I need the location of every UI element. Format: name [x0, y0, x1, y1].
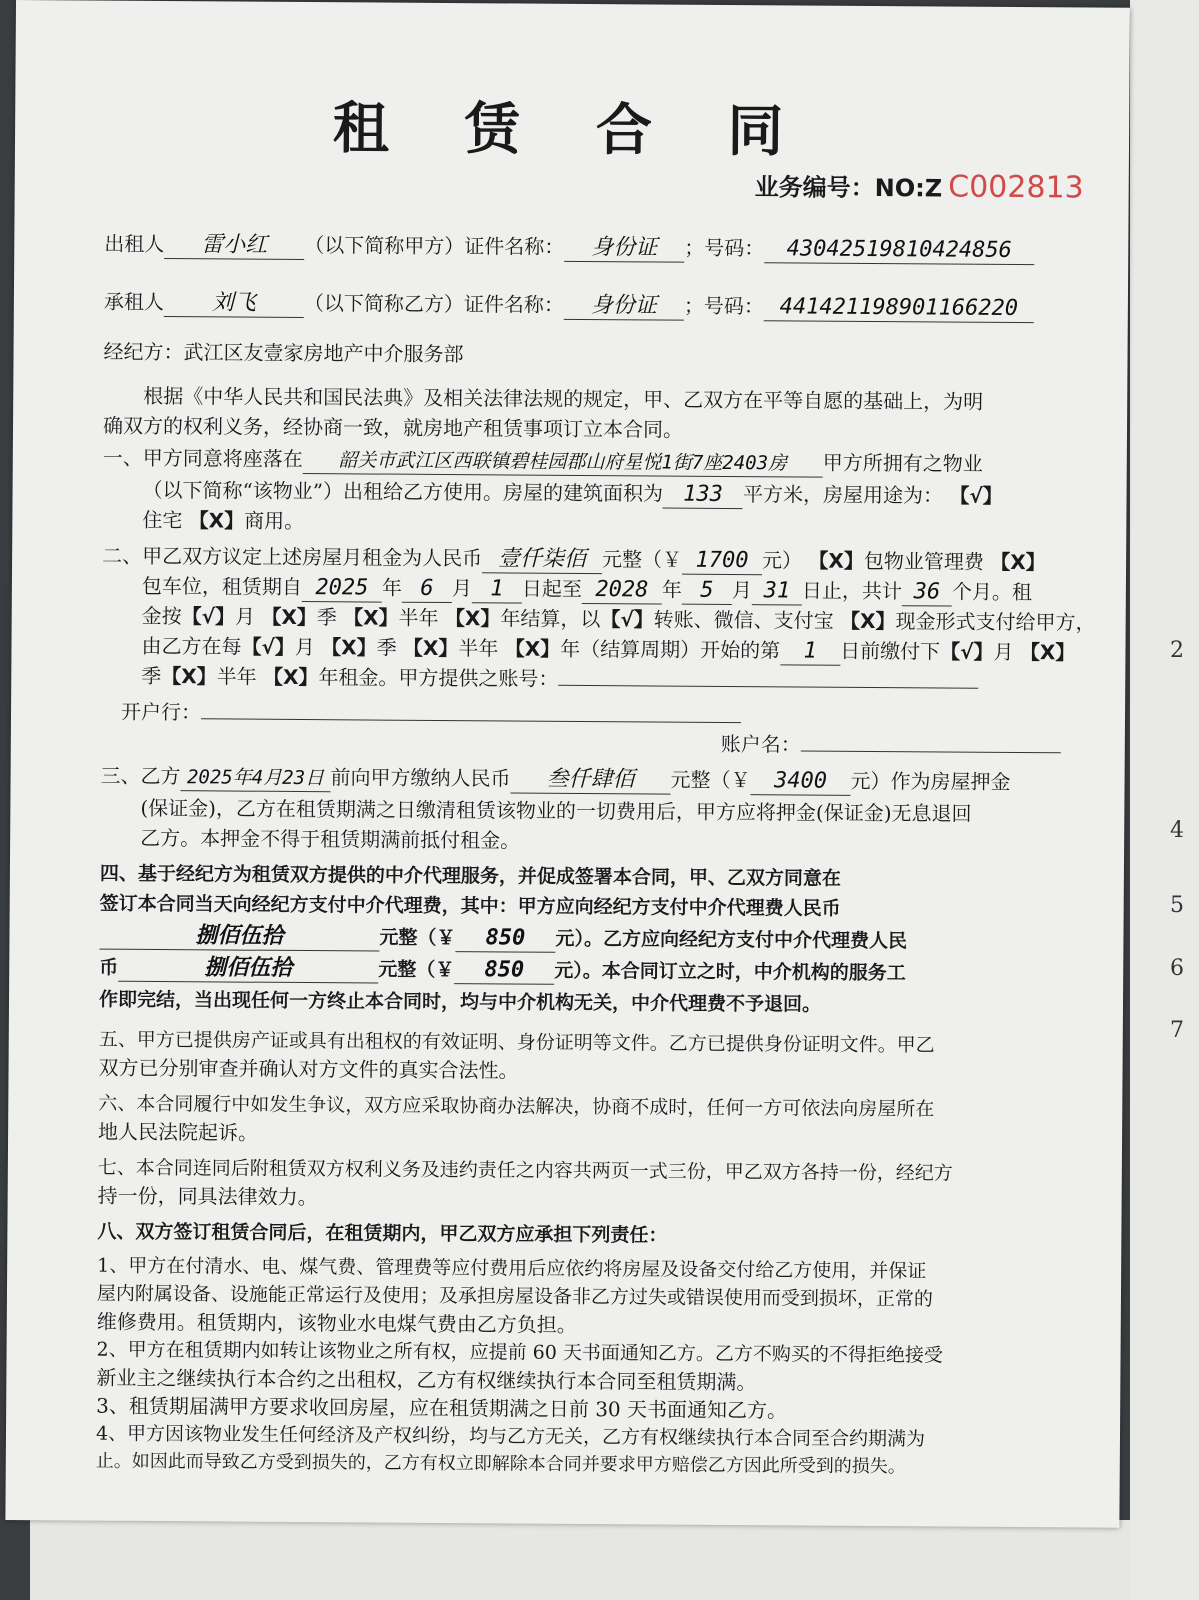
background-surface-right — [1130, 0, 1199, 1600]
clause-2-text: 包车位，租赁期自 — [141, 573, 302, 600]
clause-2-line: 由乙方在每【√】月 【X】季 【X】半年 【X】年（结算周期）开始的第 1 日前缴付下【√】月 【X】 — [141, 633, 1076, 665]
checkbox-cycle-half[interactable]: 【X】 — [402, 635, 459, 661]
checkbox-cycle-month[interactable]: 【√】 — [241, 634, 295, 659]
lessor-suffix: （以下简称甲方）证件名称： — [304, 233, 565, 259]
edge-glyph: 2 — [1170, 638, 1184, 663]
clause-4-text: ）。乙方应向经纪方支付中介代理费人民 — [574, 927, 908, 953]
deposit-amount: 3400 — [750, 768, 850, 796]
lessee-name: 刘飞 — [164, 290, 304, 318]
responsibility-line: 屋内附属设备、设施能正常运行及使用；及承担房屋设备非乙方过失或错误使用而受到损坏，正常的 — [96, 1282, 934, 1311]
account-label: 甲方提供之账号： — [398, 665, 559, 691]
deposit-words: 叁仟肆佰 — [510, 766, 670, 794]
lessor-id-label: ；号码： — [684, 235, 765, 261]
clause-2-line: 季【X】半年 【X】年租金。甲方提供之账号： — [101, 661, 1131, 698]
clause-3-line: (保证金)，乙方在租赁期满之日缴清租赁该物业的一切费用后，甲方应将押金(保证金)无息退回 — [140, 795, 972, 826]
lessee-id-label: ；号码： — [683, 293, 764, 319]
edge-glyph: 4 — [1170, 818, 1184, 843]
lessee-id-type: 身份证 — [564, 293, 684, 321]
start-year: 2025 — [302, 575, 382, 603]
responsibility-line: 2、甲方在租赁期内如转让该物业之所有权，应提前 60 天书面通知乙方。乙方不购买的不得拒绝接受 — [96, 1338, 943, 1367]
responsibility-line: 止。如因此而导致乙方受到损失的，乙方有权立即解除本合同并要求甲方赔偿乙方因此所受到的损失。 — [95, 1450, 906, 1478]
commercial-label: 商用。 — [244, 508, 305, 534]
lessor-label: 出租人 — [104, 231, 165, 257]
preamble-line: 确双方的权利义务，经协商一致，就房地产租赁事项订立本合同。 — [102, 413, 684, 442]
clause-4-text: ）。本合同订立之时，中介机构的服务工 — [573, 959, 906, 985]
lessee-label: 承租人 — [103, 289, 164, 315]
clause-3-text: 元）作为房屋押金 — [850, 768, 1011, 794]
checkbox-half-year[interactable]: 【X】 — [343, 605, 399, 630]
background-next-page — [30, 1520, 1130, 1600]
checkbox-commercial[interactable]: 【X】 — [188, 508, 245, 533]
account-name-field — [801, 750, 1061, 753]
lessor-id-no: 43042519810424856 — [764, 236, 1034, 265]
clause-2-text: 季 — [141, 663, 162, 689]
checkbox-transfer[interactable]: 【√】 — [600, 607, 654, 632]
lessee-suffix: （以下简称乙方）证件名称： — [303, 291, 564, 317]
property-address: 韶关市武江区西联镇碧桂园郡山府星悦1街7座2403房 — [303, 447, 823, 478]
clause-5-line: 五、甲方已提供房产证或具有出租权的有效证明、身份证明等文件。乙方已提供身份证明文件。甲乙 — [98, 1028, 935, 1057]
clause-3-line: 乙方。本押金不得于租赁期满前抵付租金。 — [140, 825, 521, 853]
clause-1-text: 甲方所拥有之物业 — [822, 450, 983, 476]
lessee-fee-amount: 850 — [454, 957, 554, 985]
responsibility-line: 1、甲方在付清水、电、煤气费、管理费等应付费用后应依约将房屋及设备交付给乙方使用，并保证 — [97, 1254, 927, 1283]
lessor-fee-words: 捌佰伍拾 — [99, 923, 379, 952]
checkbox-cash[interactable]: 【X】 — [839, 608, 896, 634]
rent-amount: 1700 — [682, 548, 762, 576]
account-field — [558, 685, 978, 689]
first-payment-day: 1 — [780, 638, 840, 665]
checkbox-quarterly[interactable]: 【X】 — [261, 604, 317, 630]
clause-2-line: 包车位，租赁期自 2025 年 6 月 1 日起至 2028 年 5 月 31 日止，共计 36 个月。租 — [102, 571, 1132, 608]
checkbox-cycle-year[interactable]: 【X】 — [504, 636, 561, 661]
clause-2-line: 金按【√】月 【X】季 【X】半年 【X】年结算，以【√】转账、微信、支付宝 【X】现金形式支付给甲方， — [141, 603, 1096, 635]
contract-page — [5, 0, 1130, 1528]
checkbox-next-month[interactable]: 【√】 — [940, 639, 994, 664]
checkbox-next-quarter[interactable]: 【X】 — [1019, 640, 1076, 665]
clause-2-text: 元） — [762, 548, 803, 573]
deposit-date: 2025年4月23日 — [180, 764, 330, 792]
responsibility-line: 4、甲方因该物业发生任何经济及产权纠纷，均与乙方无关，乙方有权继续执行本合同至合约期满为 — [95, 1422, 926, 1451]
checkbox-residential[interactable]: 【√】 — [949, 483, 1003, 508]
clause-1-text: 一、甲方同意将座落在 — [102, 445, 303, 472]
clause-4-line: 四、基于经纪方为租赁双方提供的中介代理服务，并促成签署本合同，甲、乙双方同意在 — [99, 862, 841, 890]
clause-6-line: 六、本合同履行中如发生争议，双方应采取协商办法解决，协商不成时，任何一方可依法向房屋所在 — [98, 1092, 935, 1121]
floor-area: 133 — [663, 482, 743, 510]
residential-label: 住宅 — [142, 507, 183, 533]
clause-7-line: 持一份，同具法律效力。 — [97, 1183, 318, 1210]
clause-4-line: 签订本合同当天向经纪方支付中介代理费，其中：甲方应向经纪方支付中介代理费人民币 — [99, 892, 841, 920]
lessee-line — [104, 287, 1094, 324]
checkbox-cycle-quarter[interactable]: 【X】 — [321, 635, 377, 660]
clause-2-text: 元整（￥ — [602, 547, 683, 572]
edge-glyph: 6 — [1170, 956, 1184, 981]
lease-months: 36 — [902, 579, 952, 606]
clause-3-line — [100, 761, 1090, 798]
page-title: 租 赁 合 同 — [332, 96, 812, 165]
clause-8-heading: 八、双方签订租赁合同后，在租赁期内，甲乙双方应承担下列责任： — [97, 1220, 668, 1247]
lessee-fee-words: 捌佰伍拾 — [118, 955, 378, 984]
edge-glyph: 5 — [1170, 893, 1184, 918]
doc-no-label: 业务编号：NO:Z — [754, 173, 943, 203]
responsibility-line: 维修费用。租赁期内，该物业水电煤气费由乙方负担。 — [96, 1309, 577, 1337]
checkbox-next-half[interactable]: 【X】 — [161, 664, 217, 689]
clause-1-line — [103, 443, 1093, 480]
rent-words: 壹仟柒佰 — [482, 546, 602, 574]
responsibility-line: 新业主之继续执行本合约之出租权，乙方有权继续执行本合同至租赁期满。 — [96, 1365, 757, 1395]
start-month: 6 — [402, 576, 452, 603]
clause-2-text: 由乙方在每 — [141, 633, 242, 659]
bank-label: 开户行： — [120, 699, 202, 725]
clause-1-text: 平方米，房屋用途为： — [742, 482, 944, 508]
doc-no-value: C002813 — [948, 169, 1084, 206]
clause-5-line: 双方已分别审查并确认对方文件的真实合法性。 — [98, 1055, 519, 1083]
clause-1-text: （以下简称“该物业”）出租给乙方使用。房屋的建筑面积为 — [142, 477, 664, 506]
lessor-line — [104, 229, 1094, 266]
clause-3-text: 元整（￥ — [670, 767, 751, 793]
checkbox-monthly[interactable]: 【√】 — [181, 604, 236, 629]
end-month: 5 — [682, 578, 732, 605]
clause-4-line: 作即完结，当出现任何一方终止本合同时，均与中介机构无关，中介代理费不予退回。 — [98, 988, 822, 1016]
clause-2-text: 二、甲乙双方议定上述房屋月租金为人民币 — [102, 543, 483, 571]
checkbox-next-year[interactable]: 【X】 — [262, 664, 319, 690]
checkbox-yearly[interactable]: 【X】 — [444, 606, 501, 631]
account-name-line — [101, 725, 1199, 766]
edge-glyph: 7 — [1170, 1018, 1184, 1043]
start-day: 1 — [472, 576, 522, 603]
clause-4-line: 捌佰伍拾 元整（￥ 850 元）。乙方应向经纪方支付中介代理费人民 — [99, 921, 1089, 958]
clause-4-text: 币 — [99, 956, 119, 979]
account-name-label: 账户名： — [720, 731, 801, 757]
preamble-line: 根据《中华人民共和国民法典》及相关法律法规的规定，甲、乙双方在平等自愿的基础上，为明 — [143, 383, 984, 414]
document-number — [755, 167, 1084, 205]
agent-line: 经纪方：武江区友壹家房地产中介服务部 — [103, 339, 464, 367]
bank-field — [201, 718, 741, 723]
clause-2-text: 金按 — [141, 603, 182, 629]
responsibility-line: 3、租赁期届满甲方要求收回房屋，应在租赁期满之日前 30 天书面通知乙方。 — [96, 1393, 788, 1423]
clause-6-line: 地人民法院起诉。 — [98, 1119, 259, 1145]
clause-7-line: 七、本合同连同后附租赁双方权利义务及违约责任之内容共两页一式三份，甲乙双方各持一份，经纪方 — [97, 1156, 953, 1185]
checkbox-parking[interactable]: 【X】 — [990, 549, 1046, 575]
clause-3-text: 三、乙方 — [100, 763, 181, 789]
clause-1-line — [102, 505, 1132, 542]
lessee-id-no: 441421198901166220 — [764, 294, 1034, 323]
lessor-id-type: 身份证 — [564, 235, 684, 263]
lessor-fee-amount: 850 — [455, 925, 555, 953]
end-year: 2028 — [582, 577, 662, 605]
lessor-name: 雷小红 — [164, 232, 304, 260]
clause-4-line: 币 捌佰伍拾 元整（￥ 850 元）。本合同订立之时，中介机构的服务工 — [99, 955, 906, 985]
end-day: 31 — [752, 578, 802, 605]
clause-3-text: 前向甲方缴纳人民币 — [330, 765, 511, 791]
checkbox-property-fee[interactable]: 【X】 — [808, 548, 864, 573]
property-fee-label: 包物业管理费 — [863, 548, 984, 574]
